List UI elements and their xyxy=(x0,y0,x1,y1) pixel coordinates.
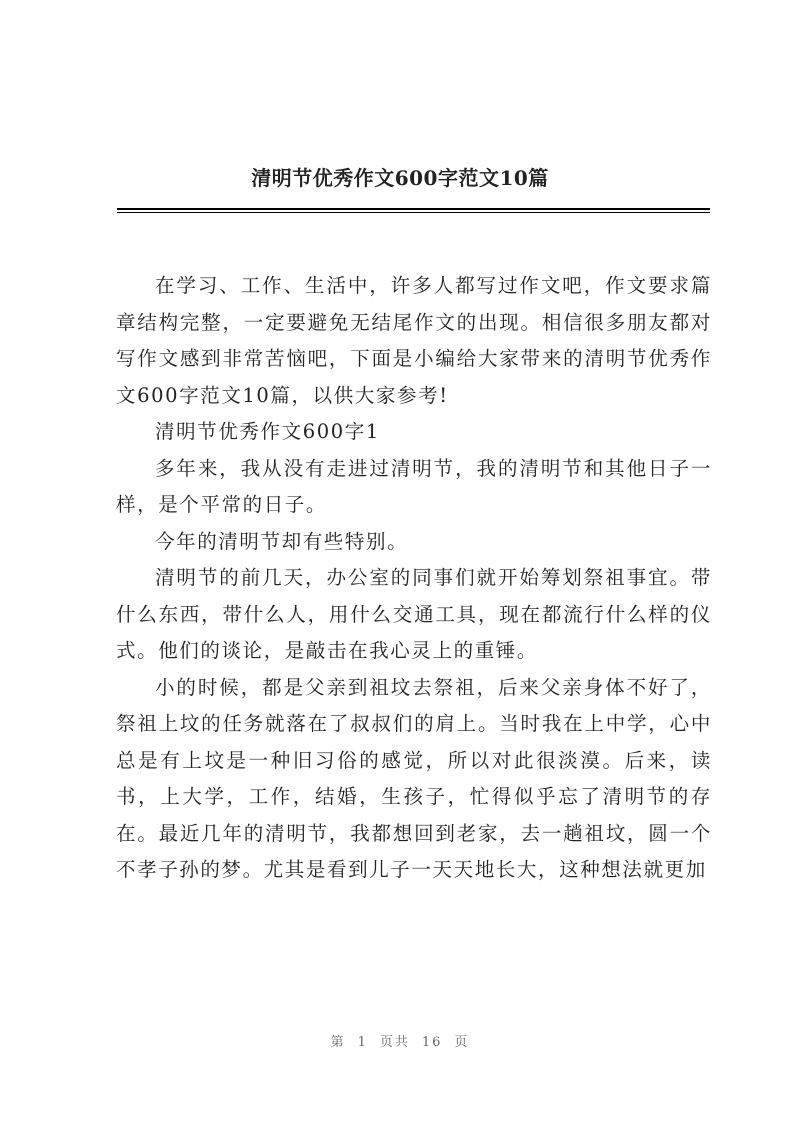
paragraph-intro: 在学习、工作、生活中，许多人都写过作文吧，作文要求篇章结构完整，一定要避免无结尾作文的出现。相信很多朋友都对写作文感到非常苦恼吧，下面是小编给大家带来的清明节优秀作文600字范文10篇，以供大家参考! xyxy=(116,274,712,407)
paragraph: 多年来，我从没有走进过清明节，我的清明节和其他日子一样，是个平常的日子。 xyxy=(116,456,712,516)
paragraph: 清明节的前几天，办公室的同事们就开始筹划祭祖事宜。带什么东西，带什么人，用什么交通工具，现在都流行什么样的仪式。他们的谈论，是敲击在我心灵上的重锤。 xyxy=(116,566,712,662)
document-body xyxy=(116,268,712,889)
title-divider xyxy=(117,208,710,210)
page-footer xyxy=(0,1031,800,1050)
page-label-suffix: 页 xyxy=(454,1035,470,1050)
paragraph: 小的时候，都是父亲到祖坟去祭祖，后来父亲身体不好了，祭祖上坟的任务就落在了叔叔们的肩上。当时我在上中学，心中总是有上坟是一种旧习俗的感觉，所以对此很淡漠。后来，读书，上大学，工作，结婚，生孩子，忙得似乎忘了清明节的存在。最近几年的清明节，我都想回到老家，去一趟祖坟，圆一个不孝子孙的梦。尤其是看到儿子一天天地长大，这种想法就更加 xyxy=(116,675,712,881)
page-title: 清明节优秀作文600字范文10篇 xyxy=(251,166,549,190)
total-pages-number: 16 xyxy=(421,1035,443,1050)
paragraph: 今年的清明节却有些特别。 xyxy=(155,529,409,553)
page-label-mid: 页共 xyxy=(379,1035,410,1050)
section-heading: 清明节优秀作文600字1 xyxy=(155,420,380,443)
current-page-number: 1 xyxy=(357,1035,368,1050)
page-label-prefix: 第 xyxy=(330,1035,346,1050)
